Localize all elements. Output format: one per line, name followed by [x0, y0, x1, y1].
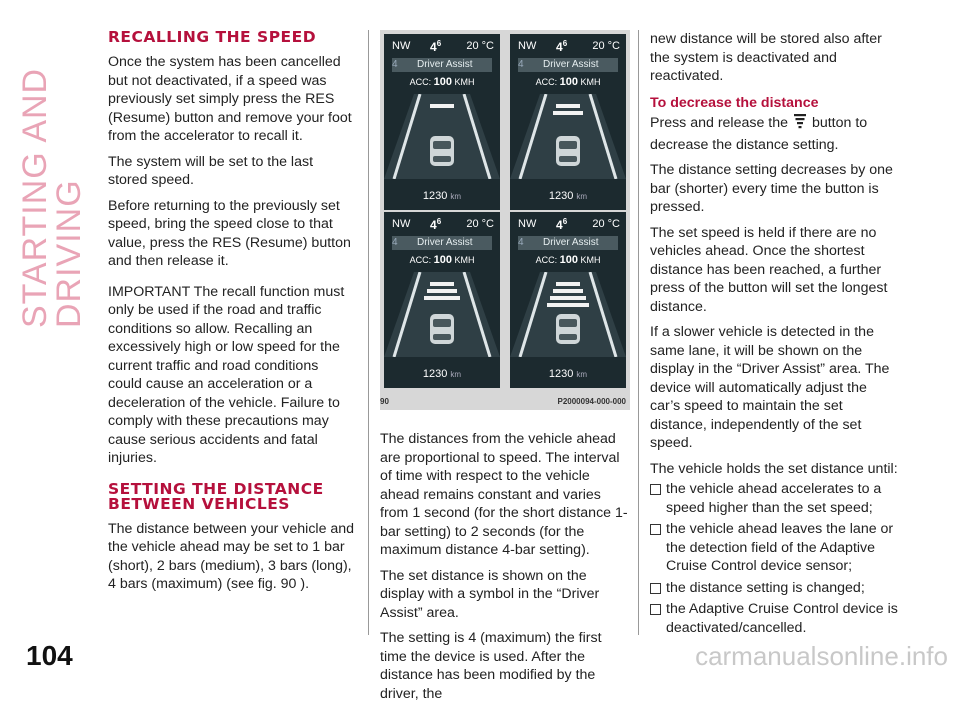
driver-assist-label: 4 Driver Assist — [518, 236, 618, 250]
paragraph: The vehicle holds the set distance until: — [650, 460, 898, 477]
paragraph: The system will be set to the last stored speed. — [108, 153, 314, 188]
distance-bar — [553, 111, 583, 115]
road-graphic — [384, 94, 500, 179]
acc-speed: ACC: 100 KMH — [409, 76, 475, 88]
distance-bar — [550, 296, 586, 300]
temperature: 20 °C — [592, 40, 620, 52]
distance-bar — [430, 282, 454, 286]
list-item — [650, 600, 900, 637]
car-icon — [430, 136, 454, 166]
display-panel-3 — [384, 212, 500, 388]
paragraph: Once the system has been cancelled but not deactivated, if a speed was previously set simply press the RES (Resume) button and remove your foot from the accelerator to recall it. — [108, 54, 352, 144]
road-graphic — [510, 272, 626, 357]
figure-90-display-panels — [380, 30, 630, 410]
odometer: 1230 km — [422, 190, 462, 202]
distance-bar — [556, 104, 580, 108]
compass-heading: NW — [392, 218, 411, 230]
heading-recalling-speed: RECALLING THE SPEED — [108, 28, 317, 46]
driver-assist-label: 4 Driver Assist — [392, 58, 492, 72]
column-2 — [380, 430, 630, 710]
temperature: 20 °C — [592, 218, 620, 230]
list-item-text: the distance setting is changed; — [666, 579, 865, 596]
odometer: 1230 km — [422, 368, 462, 380]
distance-bar — [424, 296, 460, 300]
checkbox-bullet-icon — [650, 524, 661, 535]
text: Press and release the — [650, 115, 789, 131]
compass-heading: NW — [392, 40, 411, 52]
distance-bar — [556, 282, 580, 286]
paragraph: The distances from the vehicle ahead are proportional to speed. The interval of time with respect to the vehicle ahead remains constant and varies from 1 second (for the short distance 1-bar setting) to 2 seconds (for the maximum distance 4-bar setting). — [380, 431, 628, 558]
figure-code: P2000094-000-000 — [557, 397, 626, 406]
paragraph: The set speed is held if there are no vehicles ahead. Once the shortest distance has been reached, a further press of the button will set the longest distance. — [650, 224, 888, 315]
car-icon — [556, 136, 580, 166]
driver-assist-label: 4 Driver Assist — [392, 236, 492, 250]
gear-indicator: $4^6$ — [430, 39, 442, 54]
heading-setting-distance: SETTING THE DISTANCE BETWEEN VEHICLES — [108, 479, 324, 513]
important-note: IMPORTANT The recall function must only be used if the road and traffic conditions so allow. Recalling an excessively high or low speed for the current traffic and road conditions could cause an acceleration or a deceleration of the vehicle. Failure to comply with these precautions may cause serious accidents and fatal injuries. — [108, 283, 345, 466]
display-panel-1 — [384, 34, 500, 210]
distance-bar — [547, 303, 589, 307]
watermark: carmanualsonline.info — [695, 641, 948, 671]
car-icon — [430, 314, 454, 344]
list-item-text: the Adaptive Cruise Control device is deactivated/cancelled. — [666, 601, 898, 636]
list-item — [650, 480, 900, 517]
checkbox-bullet-icon — [650, 583, 661, 594]
distance-bar — [430, 104, 454, 108]
list-item-text: the vehicle ahead accelerates to a speed higher than the set speed; — [666, 481, 882, 516]
gear-indicator: $4^6$ — [556, 39, 568, 54]
compass-heading: NW — [518, 40, 537, 52]
car-icon — [556, 314, 580, 344]
acc-speed: ACC: 100 KMH — [409, 254, 475, 266]
distance-bar — [553, 289, 583, 293]
odometer: 1230 km — [548, 190, 588, 202]
driver-assist-label: 4 Driver Assist — [518, 58, 618, 72]
paragraph-press-button — [650, 114, 900, 154]
gear-indicator: $4^6$ — [556, 217, 568, 232]
road-graphic — [510, 94, 626, 179]
panel-status-bar — [518, 218, 620, 232]
display-panel-2 — [510, 34, 626, 210]
text: button to decrease the distance setting. — [650, 115, 868, 153]
paragraph: If a slower vehicle is detected in the same lane, it will be shown on the display in the “Driver Assist” area. The device will automatically adjust the car’s speed to maintain the set distance, independently of the set speed. — [650, 324, 890, 451]
paragraph: Before returning to the previously set speed, bring the speed close to that value, press the RES (Resume) button and then release it. — [108, 197, 351, 269]
temperature: 20 °C — [466, 40, 494, 52]
column-divider-left — [368, 30, 369, 635]
distance-button-icon — [794, 114, 806, 136]
paragraph: The distance setting decreases by one bar (shorter) every time the button is pressed. — [650, 162, 893, 215]
checkbox-bullet-icon — [650, 484, 661, 495]
figure-number: 90 — [380, 397, 389, 406]
distance-bar — [427, 289, 457, 293]
figure-caption — [380, 397, 630, 406]
paragraph: new distance will be stored also after the system is deactivated and reactivated. — [650, 31, 882, 84]
road-graphic — [384, 272, 500, 357]
panel-status-bar — [392, 40, 494, 54]
list-item-text: the vehicle ahead leaves the lane or the detection field of the Adaptive Cruise Control device sensor; — [666, 521, 894, 574]
checkbox-bullet-icon — [650, 604, 661, 615]
paragraph: The setting is 4 (maximum) the first time the device is used. After the distance has been modified by the driver, the — [380, 630, 602, 702]
page-number: 104 — [26, 640, 73, 671]
acc-speed: ACC: 100 KMH — [535, 254, 601, 266]
section-side-title: STARTING AND DRIVING — [16, 67, 88, 328]
paragraph: The distance between your vehicle and the vehicle ahead may be set to 1 bar (short), 2 bars (medium), 3 bars (long), 4 bars (maximum) (see fig. 90 ). — [108, 520, 355, 592]
column-1 — [108, 30, 356, 601]
odometer: 1230 km — [548, 368, 588, 380]
acc-speed: ACC: 100 KMH — [535, 76, 601, 88]
compass-heading: NW — [518, 218, 537, 230]
list-item — [650, 520, 900, 576]
display-panel-4 — [510, 212, 626, 388]
paragraph: The set distance is shown on the display with a symbol in the “Driver Assist” area. — [380, 567, 600, 621]
panel-status-bar — [518, 40, 620, 54]
temperature: 20 °C — [466, 218, 494, 230]
gear-indicator: $4^6$ — [430, 217, 442, 232]
column-divider-right — [638, 30, 639, 635]
panel-status-bar — [392, 218, 494, 232]
column-3 — [650, 30, 900, 640]
list-item — [650, 579, 900, 598]
subheading-decrease-distance: To decrease the distance — [650, 94, 819, 111]
